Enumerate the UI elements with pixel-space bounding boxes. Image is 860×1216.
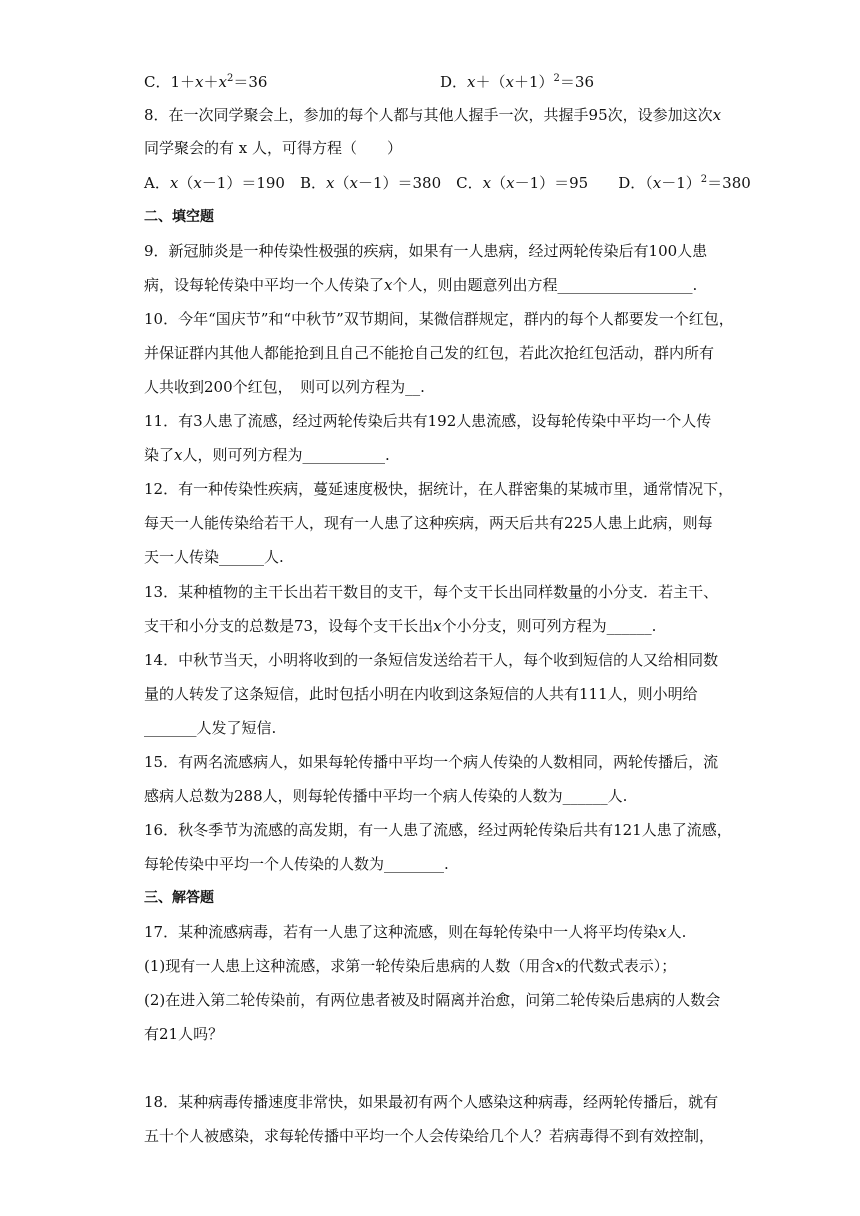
q15-line2: 感病人总数为288人，则每轮传播中平均一个病人传染的人数为______人. bbox=[144, 787, 628, 805]
q10-line1: 10．今年“国庆节”和“中秋节”双节期间，某微信群规定，群内的每个人都要发一个红包， bbox=[144, 310, 734, 328]
q17-part2-line1: (2)在进入第二轮传染前，有两位患者被及时隔离并治愈，问第二轮传染后患病的人数会 bbox=[144, 991, 721, 1009]
q17-part1: (1)现有一人患上这种流感，求第一轮传染后患病的人数（用含x的代数式表示）； bbox=[144, 957, 677, 975]
q13-line2: 支干和小分支的总数是73，设每个支干长出x个小分支，则可列方程为______. bbox=[144, 617, 657, 635]
q13-line1: 13．某种植物的主干长出若干数目的支干，每个支干长出同样数量的小分支．若主干、 bbox=[144, 583, 719, 601]
q12-line3: 天一人传染______人. bbox=[144, 548, 284, 566]
q8-line2: 同学聚会的有 x 人，可得方程（ ） bbox=[144, 139, 402, 157]
q8-line1: 8．在一次同学聚会上，参加的每个人都与其他人握手一次，共握手95次，设参加这次x bbox=[144, 106, 722, 124]
q14-line2: 量的人转发了这条短信，此时包括小明在内收到这条短信的人共有111人，则小明给 bbox=[144, 685, 698, 703]
section-heading-fill-blank: 二、填空题 bbox=[144, 209, 214, 225]
q18-line1: 18．某种病毒传播速度非常快，如果最初有两个人感染这种病毒，经两轮传播后，就有 bbox=[144, 1093, 719, 1111]
q17-part2-line2: 有21人吗？ bbox=[144, 1025, 224, 1043]
q18-line2: 五十个人被感染，求每轮传播中平均一个人会传染给几个人？若病毒得不到有效控制， bbox=[144, 1127, 715, 1145]
q16-line2: 每轮传染中平均一个人传染的人数为________. bbox=[144, 855, 449, 873]
q9-line1: 9．新冠肺炎是一种传染性极强的疾病，如果有一人患病，经过两轮传染后有100人患 bbox=[144, 242, 708, 260]
q17-line1: 17．某种流感病毒，若有一人患了这种流感，则在每轮传染中一人将平均传染x人. bbox=[144, 923, 687, 941]
q14-line1: 14．中秋节当天，小明将收到的一条短信发送给若干人，每个收到短信的人又给相同数 bbox=[144, 651, 719, 669]
q14-line3: _______人发了短信. bbox=[144, 719, 277, 737]
q15-line1: 15．有两名流感病人，如果每轮传播中平均一个病人传染的人数相同，两轮传播后，流 bbox=[144, 753, 719, 771]
q11-line1: 11．有3人患了流感，经过两轮传染后共有192人患流感，设每轮传染中平均一个人传 bbox=[144, 412, 712, 430]
q8-options: A．x（x－1）＝190 B．x（x－1）＝380 C．x（x－1）＝95 D．$(x-1)^2=380$ bbox=[144, 174, 751, 192]
q9-line2: 病，设每轮传染中平均一个人传染了x个人，则由题意列出方程__________________. bbox=[144, 276, 698, 294]
q7-option-d: D．$x+(x+1)^2=36$ bbox=[440, 73, 594, 91]
q10-line2: 并保证群内其他人都能抢到且自己不能抢自己发的红包，若此次抢红包活动，群内所有 bbox=[144, 344, 715, 362]
section-heading-solve: 三、解答题 bbox=[144, 890, 214, 906]
q12-line1: 12．有一种传染性疾病，蔓延速度极快，据统计，在人群密集的某城市里，通常情况下， bbox=[144, 480, 734, 498]
q12-line2: 每天一人能传染给若干人，现有一人患了这种疾病，两天后共有225人患上此病，则每 bbox=[144, 514, 713, 532]
q16-line1: 16．秋冬季节为流感的高发期，有一人患了流感，经过两轮传染后共有121人患了流感， bbox=[144, 821, 732, 839]
q11-line2: 染了x人，则可列方程为___________. bbox=[144, 446, 390, 464]
q10-line3: 人共收到200个红包， 则可以列方程为__. bbox=[144, 378, 425, 396]
q7-option-c: C．$1+x+x^2=36$ bbox=[144, 73, 268, 91]
